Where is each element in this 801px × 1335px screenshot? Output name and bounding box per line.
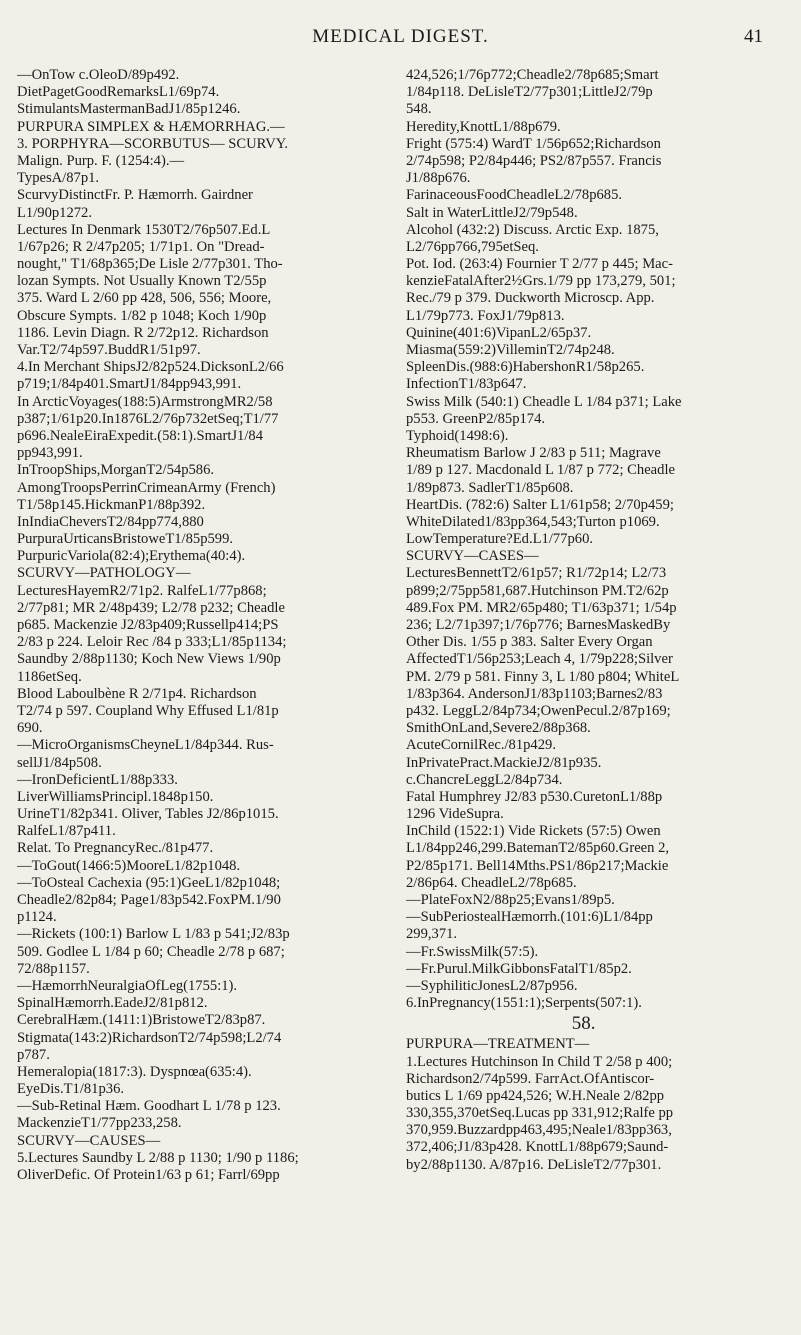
index-line: pp943,991. [17,445,83,462]
index-line: 2/86p64. CheadleL2/78p685. [406,874,577,891]
index-line: —MicroOrganismsCheyneL1/84p344. Rus- [17,737,274,754]
index-line: InIndiaCheversT2/84pp774,880 [17,513,204,530]
index-line: 330,355,370etSeq.Lucas pp 331,912;Ralfe pp [406,1105,674,1122]
index-line: PurpuricVariola(82:4);Erythema(40:4). [17,548,246,565]
index-line: 72/88p1157. [17,960,90,977]
index-line: Malign. Purp. F. (1254:4).— [17,152,185,169]
index-line: Fatal Humphrey J2/83 p530.CuretonL1/88p [406,788,663,805]
index-line: SCURVY—CASES— [406,548,539,565]
index-line: PURPURA—TREATMENT— [406,1036,590,1053]
index-line: Var.T2/74p597.BuddR1/51p97. [17,342,201,358]
index-line: PurpuraUrticansBristoweT1/85p599. [17,531,234,548]
index-line: 5.Lectures Saundby L 2/88 p 1130; 1/90 p 1186; [17,1149,299,1166]
index-line: 3. PORPHYRA—SCORBUTUS— SCURVY. [17,135,289,152]
index-line: L1/79p773. FoxJ1/79p813. [406,307,565,324]
index-line: —Fr.SwissMilk(57:5). [406,943,539,960]
index-line: In ArcticVoyages(188:5)ArmstrongMR2/58 [17,393,273,410]
index-line: kenzieFatalAfter2½Grs.1/79 pp 173,279, 501; [406,273,676,290]
index-line: Other Dis. 1/55 p 383. Salter Every Organ [406,634,653,651]
index-line: T2/74 p 597. Coupland Why Effused L1/81p [17,702,279,719]
running-header [0,26,801,60]
index-line: J1/88p676. [406,170,471,187]
index-line: OliverDefic. Of Protein1/63 p 61; Farrl/69pp [17,1167,280,1183]
right-column [406,67,792,1174]
index-line: UrineT1/82p341. Oliver, Tables J2/86p1015. [17,806,279,823]
index-line: by2/88p1130. A/87p16. DeLisleT2/77p301. [406,1156,662,1173]
page-number: 41 [744,26,763,47]
index-line: RalfeL1/87p411. [17,823,116,840]
index-line: —OnTow c.OleoD/89p492. [17,67,180,83]
index-line: CerebralHæm.(1411:1)BristoweT2/83p87. [17,1012,266,1029]
index-line: 690. [17,720,43,737]
index-line: Lectures In Denmark 1530T2/76p507.Ed.L [17,221,271,238]
index-line: —ToGout(1466:5)MooreL1/82p1048. [17,857,241,874]
index-line: —Fr.Purul.MilkGibbonsFatalT1/85p2. [406,960,632,977]
index-line: Swiss Milk (540:1) Cheadle L 1/84 p371; Lake [406,393,682,410]
index-line: 372,406;J1/83p428. KnottL1/88p679;Saund- [406,1139,669,1156]
index-line: Hemeralopia(1817:3). Dyspnœa(635:4). [17,1063,252,1080]
index-line: InPrivatePract.MackieJ2/81p935. [406,754,602,771]
index-line: InfectionT1/83p647. [406,376,527,393]
index-line: 1/83p364. AndersonJ1/83p1103;Barnes2/83 [406,685,663,702]
index-line: p387;1/61p20.In1876L2/76p732etSeq;T1/77 [17,410,279,427]
index-line: FarinaceousFoodCheadleL2/78p685. [406,187,623,204]
index-line: TypesA/87p1. [17,170,100,187]
index-line: p899;2/75pp581,687.Hutchinson PM.T2/62p [406,582,669,599]
index-line: LecturesBennettT2/61p57; R1/72p14; L2/73 [406,565,667,582]
index-line: —IronDeficientL1/88p333. [17,771,178,788]
index-line: Rheumatism Barlow J 2/83 p 511; Magrave [406,445,661,462]
index-line: —SyphiliticJonesL2/87p956. [406,977,578,994]
index-line: Salt in WaterLittleJ2/79p548. [406,204,578,221]
index-line: 370,959.Buzzardpp463,495;Neale1/83pp363, [406,1122,672,1139]
index-line: T1/58p145.HickmanP1/88p392. [17,496,206,513]
index-line: Quinine(401:6)VipanL2/65p37. [406,324,592,341]
index-line: PM. 2/79 p 581. Finny 3, L 1/80 p804; WhiteL [406,668,680,685]
index-line: 548. [406,101,432,118]
index-line: p685. Mackenzie J2/83p409;Russellp414;PS [17,617,279,633]
index-line: —HæmorrhNeuralgiaOfLeg(1755:1). [17,977,238,994]
index-line: 2/77p81; MR 2/48p439; L2/78 p232; Cheadle [17,599,285,616]
index-line: PURPURA SIMPLEX & HÆMORRHAG.— [17,118,285,135]
index-line: butics L 1/69 pp424,526; W.H.Neale 2/82pp [406,1087,665,1104]
left-column [17,67,395,1184]
index-line: AcuteCornilRec./81p429. [406,737,556,754]
index-line: 299,371. [406,926,458,943]
index-line: 236; L2/71p397;1/76p776; BarnesMaskedBy [406,617,671,633]
index-line: lozan Sympts. Not Usually Known T2/55p [17,273,267,290]
index-line: AffectedT1/56p253;Leach 4, 1/79p228;Silver [406,651,673,668]
running-title: MEDICAL DIGEST. [312,26,489,47]
index-line: 1/84p118. DeLisleT2/77p301;LittleJ2/79p [406,84,653,101]
index-line: Saundby 2/88p1130; Koch New Views 1/90p [17,651,281,668]
index-line: nought," T1/68p365;De Lisle 2/77p301. Tho- [17,256,283,273]
index-line: LiverWilliamsPrincipl.1848p150. [17,788,214,805]
index-line: 58. [571,1013,596,1035]
index-line: 1/89 p 127. Macdonald L 1/87 p 772; Cheadle [406,462,675,479]
index-line: DietPagetGoodRemarksL1/69p74. [17,84,220,101]
index-line: p432. LeggL2/84p734;OwenPecul.2/87p169; [406,702,671,719]
index-line: —SubPeriostealHæmorrh.(101:6)L1/84pp [406,909,653,926]
index-line: P2/85p171. Bell14Mths.PS1/86p217;Mackie [406,857,669,874]
index-line: Fright (575:4) WardT 1/56p652;Richardson [406,135,661,152]
index-line: 489.Fox PM. MR2/65p480; T1/63p371; 1/54p [406,599,677,616]
index-line: 1296 VideSupra. [406,806,504,823]
index-line: Miasma(559:2)VilleminT2/74p248. [406,342,615,358]
index-line: —Sub-Retinal Hæm. Goodhart L 1/78 p 123. [17,1098,281,1115]
index-line: SCURVY—PATHOLOGY— [17,565,191,582]
index-line: Pot. Iod. (263:4) Fournier T 2/77 p 445; Mac- [406,256,673,273]
index-line: Relat. To PregnancyRec./81p477. [17,840,214,857]
index-line: p787. [17,1046,50,1063]
index-line: StimulantsMastermanBadJ1/85p1246. [17,101,241,118]
index-line: p553. GreenP2/85p174. [406,410,546,427]
index-line: Richardson2/74p599. FarrAct.OfAntiscor- [406,1070,655,1087]
index-line: sellJ1/84p508. [17,754,102,771]
index-line: c.ChancreLeggL2/84p734. [406,771,563,788]
index-line: 1.Lectures Hutchinson In Child T 2/58 p 400; [406,1053,673,1070]
index-line: SmithOnLand,Severe2/88p368. [406,720,591,737]
index-line: —Rickets (100:1) Barlow L 1/83 p 541;J2/83p [17,926,290,943]
index-line: —ToOsteal Cachexia (95:1)GeeL1/82p1048; [17,874,281,891]
index-line: 2/74p598; P2/84p446; PS2/87p557. Francis [406,152,662,169]
index-line: InTroopShips,MorganT2/54p586. [17,462,215,479]
index-line: SpleenDis.(988:6)HabershonR1/58p265. [406,359,645,376]
index-line: AmongTroopsPerrinCrimeanArmy (French) [17,479,276,496]
index-line: Obscure Sympts. 1/82 p 1048; Koch 1/90p [17,307,267,324]
index-line: p719;1/84p401.SmartJ1/84pp943,991. [17,376,242,393]
index-line: Alcohol (432:2) Discuss. Arctic Exp. 1875, [406,221,659,238]
index-line: ScurvyDistinctFr. P. Hæmorrh. Gairdner [17,187,253,204]
index-line: WhiteDilated1/83pp364,543;Turton p1069. [406,513,660,530]
index-line: Heredity,KnottL1/88p679. [406,118,561,135]
index-line: 424,526;1/76p772;Cheadle2/78p685;Smart [406,67,659,83]
index-line: —PlateFoxN2/88p25;Evans1/89p5. [406,892,615,908]
index-line: 1/89p873. SadlerT1/85p608. [406,479,574,496]
index-line: L2/76pp766,795etSeq. [406,238,539,255]
index-line: L1/84pp246,299.BatemanT2/85p60.Green 2, [406,840,670,857]
index-line: InChild (1522:1) Vide Rickets (57:5) Owen [406,823,661,840]
index-line: Blood Laboulbène R 2/71p4. Richardson [17,685,257,702]
index-line: MackenzieT1/77pp233,258. [17,1115,182,1132]
index-line: SpinalHæmorrh.EadeJ2/81p812. [17,995,208,1012]
index-line: LowTemperature?Ed.L1/77p60. [406,531,594,548]
index-line: Typhoid(1498:6). [406,427,509,444]
index-line: LecturesHayemR2/71p2. RalfeL1/77p868; [17,582,267,599]
index-line: 6.InPregnancy(1551:1);Serpents(507:1). [406,995,642,1012]
index-line: 1186etSeq. [17,668,82,685]
index-line: SCURVY—CAUSES— [17,1132,161,1149]
index-line: 1186. Levin Diagn. R 2/72p12. Richardson [17,324,269,341]
index-line: 509. Godlee L 1/84 p 60; Cheadle 2/78 p 687; [17,943,285,960]
index-line: Rec./79 p 379. Duckworth Microscp. App. [406,290,655,307]
index-line: p696.NealeEiraExpedit.(58:1).SmartJ1/84 [17,427,264,444]
index-line: p1124. [17,909,57,926]
index-line: 2/83 p 224. Leloir Rec /84 p 333;L1/85p1134; [17,634,287,651]
index-line: EyeDis.T1/81p36. [17,1081,125,1098]
index-line: 1/67p26; R 2/47p205; 1/71p1. On "Dread- [17,238,265,255]
index-line: 4.In Merchant ShipsJ2/82p524.DicksonL2/66 [17,359,284,376]
index-line: L1/90p1272. [17,204,92,221]
index-line: Cheadle2/82p84; Page1/83p542.FoxPM.1/90 [17,892,281,908]
index-line: 375. Ward L 2/60 pp 428, 506, 556; Moore, [17,290,272,307]
index-line: HeartDis. (782:6) Salter L1/61p58; 2/70p459; [406,496,674,513]
index-line: Stigmata(143:2)RichardsonT2/74p598;L2/74 [17,1029,282,1046]
